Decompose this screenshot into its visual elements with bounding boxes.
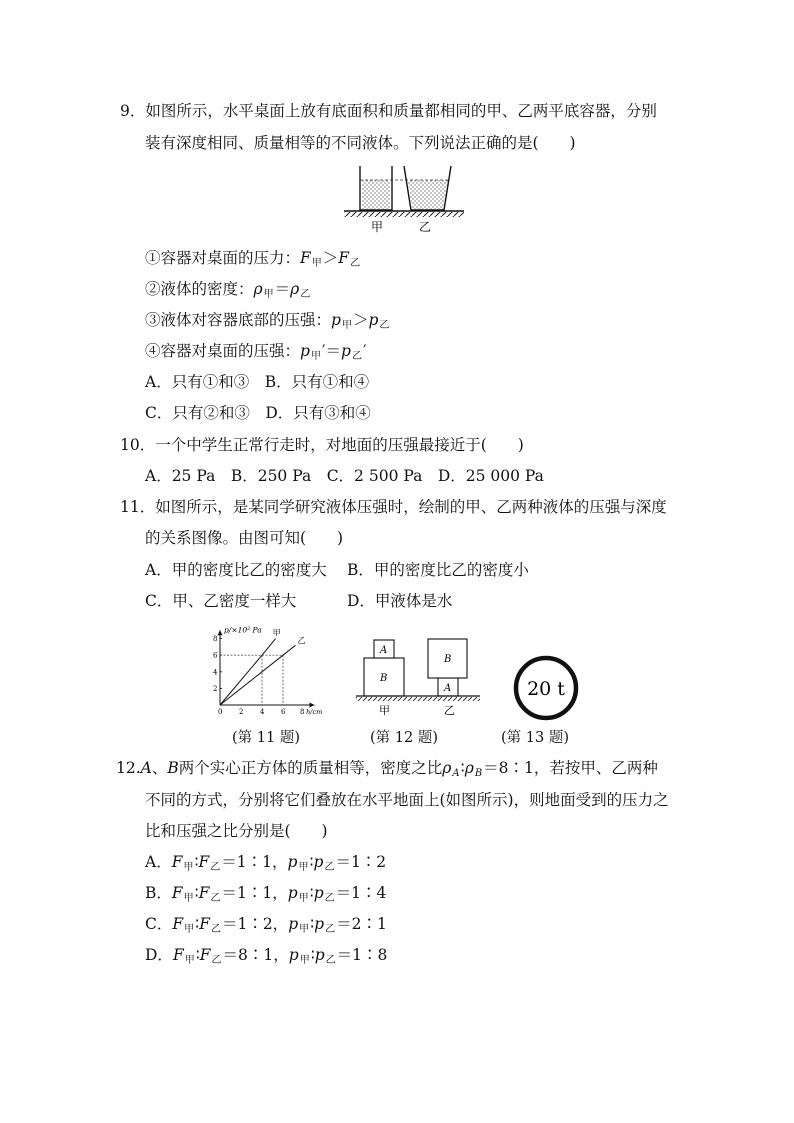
q11-pressure-depth-chart: [196, 617, 323, 717]
q9-options-row2: C．只有②和③ D．只有③和④: [145, 404, 371, 422]
x-tick-label: 2: [239, 708, 244, 716]
series-label-yi: 乙: [297, 636, 306, 646]
q9-containers-figure: [340, 162, 470, 234]
q11-stem-line2: 的关系图像。由图可知( ): [145, 529, 344, 547]
caption-fig13: (第 13 题): [501, 730, 569, 746]
q11-option-b: B．甲的密度比乙的密度小: [347, 561, 529, 579]
label-jia: 甲: [379, 704, 390, 717]
block-b-jia: B: [380, 673, 388, 684]
q12-option-d: D．$F_甲∶F_乙=8∶1$，$p_甲∶p_乙=1∶8$: [145, 946, 388, 966]
caption-fig12: (第 12 题): [370, 730, 438, 746]
q9-stem-line2: 装有深度相同、质量相等的不同液体。下列说法正确的是( ): [145, 134, 576, 152]
q12-option-a: A．$F_甲∶F_乙=1∶1$，$p_甲∶p_乙=1∶2$: [145, 853, 387, 873]
y-tick-label: 8: [213, 635, 218, 644]
y-tick-label: 4: [213, 668, 218, 677]
arrangement-yi: [428, 639, 467, 696]
q11-option-c: C．甲、乙密度一样大: [145, 592, 297, 610]
container-yi: [404, 166, 451, 210]
label-jia: 甲: [371, 220, 384, 234]
x-axis-label: h/cm: [306, 708, 323, 716]
q13-weight-limit-sign: [511, 653, 581, 723]
x-tick-label: 6: [281, 708, 286, 716]
y-axis-label: p/×10² Pa: [224, 625, 262, 635]
q9-statement-2: ②液体的密度：$\rho_甲=\rho_乙$: [145, 280, 311, 300]
x-tick-label: 0: [218, 708, 223, 716]
caption-fig11: (第 11 题): [232, 730, 300, 746]
x-axis-arrow: [310, 703, 315, 708]
series-label-jia: 甲: [272, 628, 281, 638]
block-b-yi: B: [444, 654, 452, 665]
q12-stem-line1: 12.A、B两个实心正方体的质量相等，密度之比$\rho_A∶\rho_B=8∶1$，若按甲、乙两种: [116, 759, 658, 779]
q11-option-d: D．甲液体是水: [347, 592, 453, 610]
x-tick-label: 8: [300, 708, 305, 716]
q12-stem-line3: 比和压强之比分别是( ): [145, 822, 328, 840]
q9-statement-1: ①容器对桌面的压力：$F_甲>F_乙$: [145, 249, 361, 269]
q9-statement-3: ③液体对容器底部的压强：$p_甲>p_乙$: [145, 311, 390, 331]
label-yi: 乙: [444, 704, 455, 717]
arrangement-jia: [364, 640, 404, 696]
q12-blocks-figure: [352, 632, 484, 718]
block-a-jia: A: [380, 645, 388, 656]
y-tick-label: 6: [213, 651, 218, 660]
q11-option-a: A．甲的密度比乙的密度大: [145, 561, 327, 579]
x-tick-label: 4: [260, 708, 265, 716]
q10-stem: 10．一个中学生正常行走时，对地面的压强最接近于( ): [120, 436, 524, 454]
q9-options-row1: A．只有①和③ B．只有①和④: [145, 373, 370, 391]
q10-options: A．25 Pa B．250 Pa C．2 500 Pa D．25 000 Pa: [145, 467, 544, 485]
y-tick-label: 2: [213, 684, 218, 693]
q11-stem-line1: 11．如图所示，是某同学研究液体压强时，绘制的甲、乙两种液体的压强与深度: [120, 498, 667, 516]
series-line-yi: [220, 645, 296, 705]
q9-statement-4: ④容器对桌面的压强：$p_甲'=p_乙'$: [145, 342, 367, 362]
sign-text: 20 t: [527, 678, 565, 700]
container-jia: [360, 166, 392, 210]
series-line-jia: [220, 639, 276, 705]
q12-option-c: C．$F_甲∶F_乙=1∶2$，$p_甲∶p_乙=2∶1$: [145, 915, 387, 935]
q9-stem-line1: 9．如图所示，水平桌面上放有底面积和质量都相同的甲、乙两平底容器，分别: [120, 102, 657, 120]
block-a-yi: A: [444, 683, 452, 694]
y-axis-arrow: [218, 630, 223, 635]
q12-stem-line2: 不同的方式，分别将它们叠放在水平地面上(如图所示)，则地面受到的压力之: [145, 791, 669, 809]
q12-option-b: B．$F_甲∶F_乙=1∶1$，$p_甲∶p_乙=1∶4$: [145, 884, 387, 904]
label-yi: 乙: [419, 220, 432, 234]
